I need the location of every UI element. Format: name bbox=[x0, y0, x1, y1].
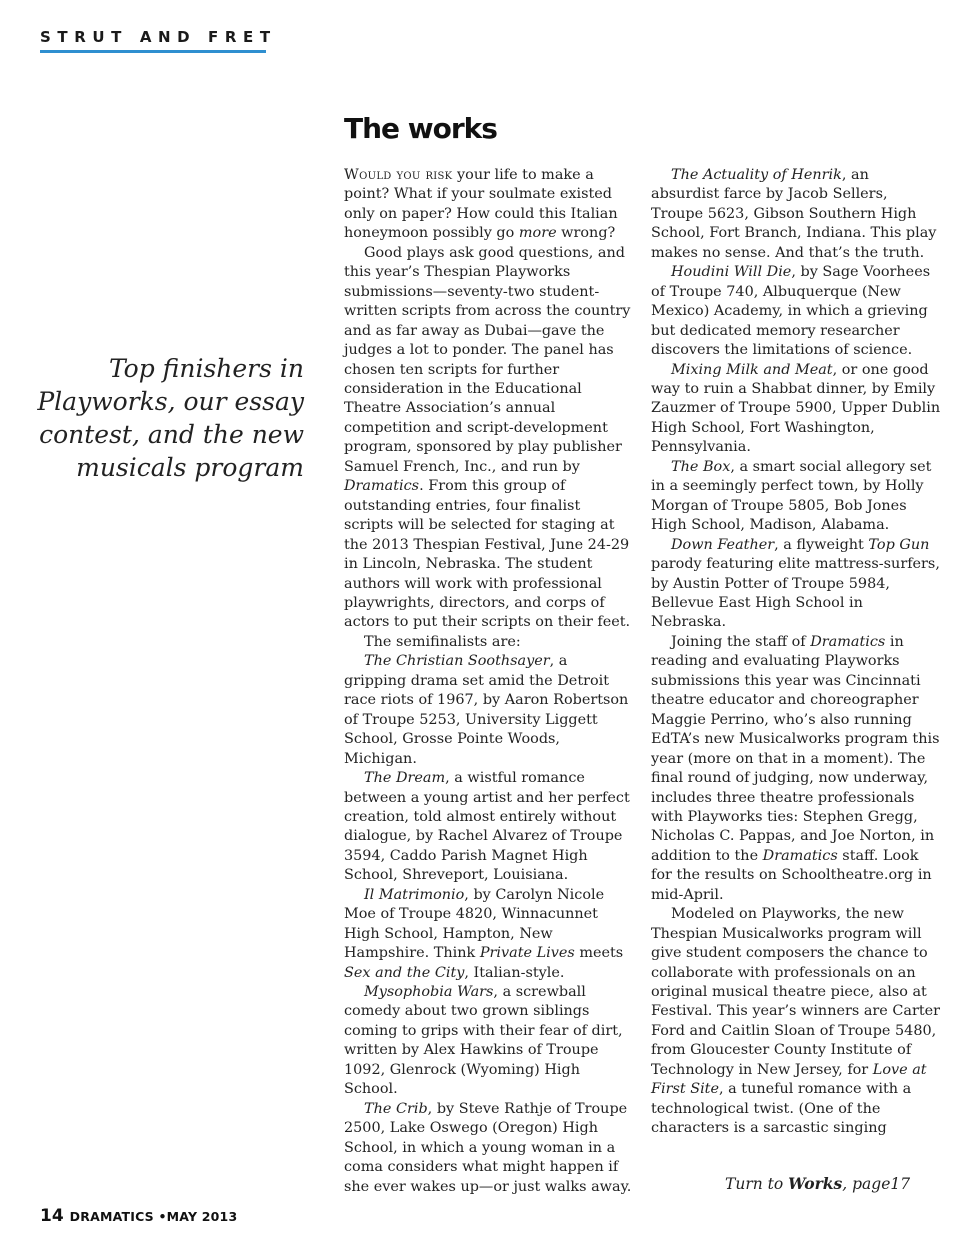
text-run: , by Carolyn Nicole Moe of Troupe 4820, Winnacunnet High School, Hampton, New Hampshire. Think bbox=[344, 886, 605, 962]
jump-keyword: Works bbox=[788, 1174, 843, 1193]
deck-line: Top finishers in bbox=[108, 354, 304, 383]
text-run: , by Sage Voorhees of Troupe 740, Albuquerque (New Mexico) Academy, in which a grieving but dedicated memory researcher discovers the limitations of science. bbox=[651, 264, 931, 359]
text-run: , a flyweight bbox=[774, 536, 869, 553]
musical-title: Love at First Site bbox=[651, 1061, 927, 1098]
text-run: , a tuneful romance with a technological twist. (One of the characters is a sarcastic singing bbox=[651, 1081, 912, 1137]
play-title: The Crib bbox=[364, 1100, 428, 1117]
semifinalist-entry bbox=[651, 166, 941, 263]
emphasis: Private Lives bbox=[479, 945, 575, 962]
semifinalist-entry bbox=[344, 1100, 634, 1197]
semifinalist-entry bbox=[651, 458, 941, 536]
text-run: in reading and evaluating Playworks submissions this year was Cincinnati theatre educator and choreographer Maggie Perrino, who’s also running EdTA’s new Musicalworks program this year (more on that in a moment). The final round of judging, now underway, includes three theatre professionals with Playworks ties: Stephen Gregg, Nicholas C. Pappas, and Joe Norton, in addition to the bbox=[651, 633, 940, 864]
article-deck bbox=[24, 352, 304, 484]
continuation-note bbox=[725, 1174, 910, 1193]
magazine-name: Dramatics bbox=[762, 847, 838, 864]
paragraph: The semifinalists are: bbox=[364, 633, 521, 650]
text-run: Modeled on Playworks, the new Thespian Musicalworks program will give student composers the chance to collaborate with professionals on an original musical theatre piece, also at Festival. This year’s winners are Carter Ford and Caitlin Sloan of Troupe 5480, from Gloucester County Institute of Technology in New Jersey, for bbox=[651, 906, 941, 1078]
semifinalist-entry bbox=[651, 361, 941, 458]
text-run: . From this group of outstanding entries, four finalist scripts will be selected for staging at the 2013 Thespian Festival, June 24-29 in Lincoln, Nebraska. The student authors will work with professional playwrights, directors, and corps of actors to put their scripts on their feet. bbox=[344, 478, 631, 631]
text-run: your life to make a point? What if your soulmate existed only on paper? How could this Italian honeymoon possibly go bbox=[344, 167, 618, 242]
play-title: The Christian Soothsayer bbox=[364, 653, 550, 670]
text-run: , page17 bbox=[842, 1175, 911, 1193]
magazine-name: Dramatics bbox=[810, 633, 886, 650]
body-column-1 bbox=[344, 166, 634, 1197]
emphasis: Sex and the City bbox=[344, 964, 465, 981]
page-number: 14 bbox=[40, 1206, 64, 1226]
semifinalist-entry bbox=[651, 536, 941, 633]
text-run: wrong? bbox=[556, 225, 616, 242]
text-run: , a smart social allegory set in a seemingly perfect town, by Holly Morgan of Troupe 5805, Bob Jones High School, Madison, Alabama. bbox=[651, 458, 932, 534]
text-run: parody featuring elite mattress-surfers, by Austin Potter of Troupe 5984, Bellevue East High School in Nebraska. bbox=[651, 556, 940, 631]
emphasis: Top Gun bbox=[868, 536, 930, 553]
magazine-name: DRAMATICS bbox=[69, 1209, 154, 1224]
paragraph bbox=[651, 633, 941, 905]
semifinalist-entry bbox=[344, 652, 634, 769]
semifinalist-entry bbox=[344, 983, 634, 1100]
play-title: The Dream bbox=[364, 770, 446, 787]
text-run: meets bbox=[574, 945, 624, 962]
text-run: Good plays ask good questions, and this year’s Thespian Playworks submissions—seventy-two student-written scripts from across the country and as far away as Dubai—gave the judges a lot to ponder. The panel has chosen ten scripts for further consideration in the Educational Theatre Association’s annual competition and script-development program, sponsored by play publisher Samuel French, Inc., and run by bbox=[344, 244, 631, 475]
play-title: The Box bbox=[671, 458, 731, 475]
play-title: Mixing Milk and Meat bbox=[671, 361, 833, 378]
article-title: The works bbox=[344, 112, 497, 145]
paragraph bbox=[651, 905, 941, 1138]
text-run: Turn to bbox=[725, 1175, 789, 1193]
issue-date: MAY 2013 bbox=[166, 1209, 238, 1224]
page-footer bbox=[40, 1206, 237, 1226]
text-run: Joining the staff of bbox=[671, 633, 811, 650]
text-run: , by Steve Rathje of Troupe 2500, Lake Oswego (Oregon) High School, in which a young woman in a coma considers what might happen if she ever wakes up—or just walks away. bbox=[344, 1100, 632, 1195]
deck-line: musicals program bbox=[76, 453, 304, 482]
section-label: STRUT AND FRET bbox=[40, 28, 277, 46]
semifinalist-entry bbox=[344, 769, 634, 886]
play-title: Down Feather bbox=[671, 536, 775, 553]
paragraph-intro bbox=[344, 166, 634, 244]
paragraph bbox=[344, 244, 634, 633]
play-title: Mysophobia Wars bbox=[364, 984, 494, 1001]
play-title: Il Matrimonio bbox=[364, 886, 465, 903]
emphasis: more bbox=[518, 225, 557, 242]
semifinalist-entry bbox=[344, 886, 634, 983]
deck-line: Playworks, our essay bbox=[37, 387, 304, 416]
magazine-name: Dramatics bbox=[344, 478, 420, 495]
text-run: , Italian-style. bbox=[464, 964, 565, 981]
deck-line: contest, and the new bbox=[39, 420, 304, 449]
text-run: , a gripping drama set amid the Detroit race riots of 1967, by Aaron Robertson of Troupe 5253, University Liggett School, Grosse Pointe Woods, Michigan. bbox=[344, 653, 629, 767]
section-rule bbox=[40, 50, 266, 53]
body-column-2 bbox=[651, 166, 941, 1139]
text-run: staff. Look for the results on Schooltheatre.org in mid-April. bbox=[651, 847, 932, 903]
text-run: , a wistful romance between a young artist and her perfect creation, told almost entirely without dialogue, by Rachel Alvarez of Troupe 3594, Caddo Parish Magnet High School, Shreveport, Louisiana. bbox=[344, 770, 630, 884]
play-title: The Actuality of Henrik bbox=[671, 167, 842, 183]
text-run: , or one good way to ruin a Shabbat dinner, by Emily Zauzmer of Troupe 5900, Upper Dublin High School, Fort Washington, Pennsylvania. bbox=[651, 361, 941, 456]
text-run: , a screwball comedy about two grown siblings coming to grips with their fear of dirt, written by Alex Hawkins of Troupe 1092, Glenrock (Wyoming) High School. bbox=[344, 984, 623, 1098]
play-title: Houdini Will Die bbox=[671, 264, 792, 281]
lead-in: Would you risk bbox=[344, 167, 453, 183]
separator: • bbox=[153, 1209, 167, 1224]
text-run: , an absurdist farce by Jacob Sellers, Troupe 5623, Gibson Southern High School, Fort Branch, Indiana. This play makes no sense. And that’s the truth. bbox=[651, 167, 937, 261]
semifinalist-entry bbox=[651, 263, 941, 360]
